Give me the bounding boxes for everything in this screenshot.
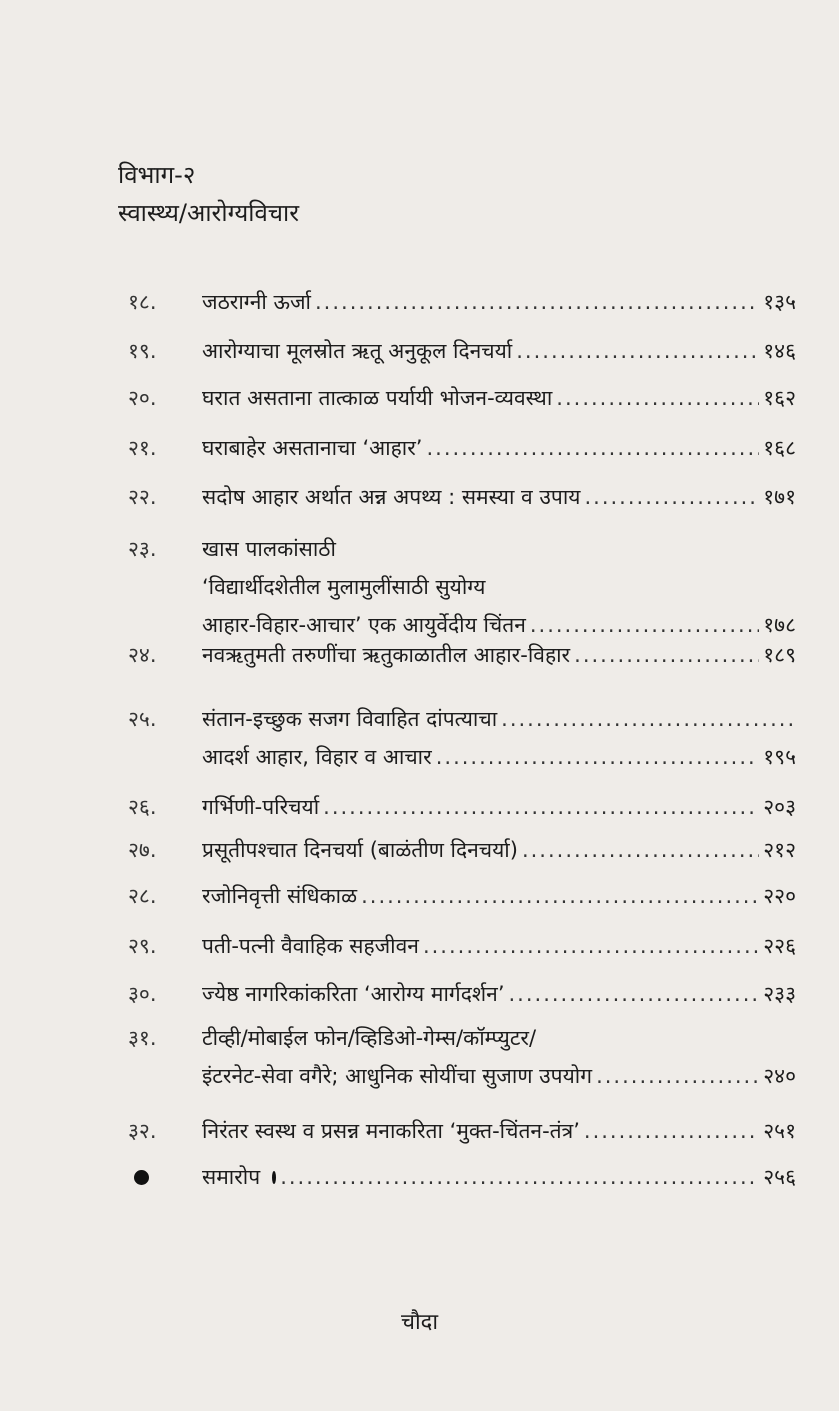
entry-line bbox=[202, 1059, 796, 1093]
entry-number: २९. bbox=[128, 934, 157, 958]
entry-title: ‘विद्यार्थीदशेतील मुलामुलींसाठी सुयोग्य bbox=[202, 575, 486, 599]
entry-number: २६. bbox=[128, 795, 157, 819]
toc-entry[interactable] bbox=[128, 431, 796, 469]
toc-entry[interactable] bbox=[128, 532, 796, 646]
leader-dots bbox=[361, 879, 759, 913]
leader-dots bbox=[315, 285, 759, 319]
entry-line bbox=[202, 334, 796, 368]
entry-title: ज्येष्ठ नागरिकांकरिता ‘आरोग्य मार्गदर्शन’ bbox=[202, 982, 505, 1006]
page-number: चौदा bbox=[400, 1310, 439, 1335]
entry-number: २०. bbox=[128, 386, 157, 410]
entry-line bbox=[202, 1021, 796, 1055]
entry-page-number: २३३ bbox=[763, 982, 796, 1006]
entry-number: २५. bbox=[128, 707, 157, 731]
entry-title: आहार-विहार-आचार’ एक आयुर्वेदीय चिंतन bbox=[202, 613, 526, 637]
section-label: विभाग-२ bbox=[118, 161, 196, 189]
entry-title: सदोष आहार अर्थात अन्न अपथ्य : समस्या व उपाय bbox=[202, 485, 581, 509]
bullet-icon bbox=[134, 1170, 149, 1185]
entry-title: जठराग्नी ऊर्जा bbox=[202, 290, 311, 314]
entry-page-number: २१२ bbox=[763, 838, 796, 862]
leader-dots bbox=[509, 977, 760, 1011]
toc-entry[interactable] bbox=[128, 879, 796, 917]
toc-entry[interactable] bbox=[128, 790, 796, 828]
leader-dots bbox=[280, 1160, 759, 1194]
toc-entry[interactable] bbox=[128, 381, 796, 419]
toc-entry[interactable] bbox=[128, 977, 796, 1015]
entry-line bbox=[202, 608, 796, 642]
entry-number: २७. bbox=[128, 838, 157, 862]
entry-title: आदर्श आहार, विहार व आचार bbox=[202, 745, 432, 769]
toc-entry[interactable] bbox=[128, 480, 796, 518]
entry-page-number: २४० bbox=[763, 1064, 796, 1088]
entry-page-number: २२६ bbox=[763, 934, 796, 958]
entry-line bbox=[202, 929, 796, 963]
entry-line bbox=[202, 879, 796, 913]
entry-page-number: १८९ bbox=[763, 643, 796, 667]
leader-dots bbox=[596, 1059, 759, 1093]
entry-title: प्रसूतीपश्चात दिनचर्या (बाळंतीण दिनचर्या) bbox=[202, 838, 518, 862]
entry-title: घराबाहेर असतानाचा ‘आहार’ bbox=[202, 436, 423, 460]
entry-number: ३२. bbox=[128, 1119, 157, 1143]
toc-entry[interactable] bbox=[128, 334, 796, 372]
leader-dots bbox=[530, 608, 759, 642]
entry-page-number: १६२ bbox=[763, 386, 796, 410]
entry-line bbox=[202, 977, 796, 1011]
toc-entry[interactable] bbox=[128, 1021, 796, 1097]
leader-dots bbox=[501, 702, 792, 736]
entry-page-number: १६८ bbox=[763, 436, 796, 460]
entry-number: ३१. bbox=[128, 1026, 157, 1050]
leader-dots bbox=[584, 480, 759, 514]
entry-number: २८. bbox=[128, 884, 157, 908]
entry-number: १८. bbox=[128, 290, 157, 314]
entry-title: संतान-इच्छुक सजग विवाहित दांपत्याचा bbox=[202, 707, 498, 731]
entry-number: २४. bbox=[128, 643, 157, 667]
entry-line bbox=[202, 480, 796, 514]
entry-title: घरात असताना तात्काळ पर्यायी भोजन-व्यवस्था bbox=[202, 386, 553, 410]
entry-title: टीव्ही/मोबाईल फोन/व्हिडिओ-गेम्स/कॉम्प्युटर/ bbox=[202, 1026, 537, 1050]
entry-page-number: २०३ bbox=[763, 795, 796, 819]
entry-line bbox=[202, 740, 796, 774]
toc-entry[interactable] bbox=[128, 1160, 796, 1198]
toc-entry[interactable] bbox=[128, 285, 796, 323]
leader-dots bbox=[522, 833, 759, 867]
leader-dots bbox=[436, 740, 760, 774]
entry-line bbox=[202, 702, 796, 736]
entry-line bbox=[202, 532, 796, 566]
entry-page-number: १३५ bbox=[763, 290, 796, 314]
entry-title: समारोप bbox=[202, 1165, 261, 1189]
entry-line bbox=[202, 833, 796, 867]
entry-title: इंटरनेट-सेवा वगैरे; आधुनिक सोयींचा सुजाण उपयोग bbox=[202, 1064, 593, 1088]
entry-line bbox=[202, 1160, 796, 1194]
entry-line bbox=[202, 790, 796, 824]
toc-entry[interactable] bbox=[128, 638, 796, 676]
entry-title: गर्भिणी-परिचर्या bbox=[202, 795, 320, 819]
leader-dots bbox=[584, 1114, 759, 1148]
entry-number: २३. bbox=[128, 537, 157, 561]
entry-title: आरोग्याचा मूलस्रोत ऋतू अनुकूल दिनचर्या bbox=[202, 339, 513, 363]
entry-page-number: २५१ bbox=[763, 1119, 796, 1143]
entry-number: ३०. bbox=[128, 982, 157, 1006]
leader-dots bbox=[423, 929, 759, 963]
leader-dots bbox=[574, 638, 759, 672]
entry-line bbox=[202, 431, 796, 465]
bullet-icon bbox=[272, 1171, 276, 1184]
entry-page-number: २२० bbox=[763, 884, 796, 908]
entry-title: खास पालकांसाठी bbox=[202, 537, 336, 561]
leader-dots bbox=[426, 431, 759, 465]
toc-entry[interactable] bbox=[128, 833, 796, 871]
entry-number: २१. bbox=[128, 436, 157, 460]
entry-number: १९. bbox=[128, 339, 157, 363]
entry-title: रजोनिवृत्ती संधिकाळ bbox=[202, 884, 358, 908]
leader-dots bbox=[556, 381, 759, 415]
entry-page-number: १९५ bbox=[763, 745, 796, 769]
entry-title: निरंतर स्वस्थ व प्रसन्न मनाकरिता ‘मुक्त-चिंतन-तंत्र’ bbox=[202, 1119, 580, 1143]
entry-page-number: २५६ bbox=[763, 1165, 796, 1189]
leader-dots bbox=[516, 334, 759, 368]
entry-number: २२. bbox=[128, 485, 157, 509]
entry-line bbox=[202, 638, 796, 672]
toc-entry[interactable] bbox=[128, 929, 796, 967]
entry-page-number: १७८ bbox=[763, 613, 796, 637]
entry-page-number: १४६ bbox=[763, 339, 796, 363]
toc-entry[interactable] bbox=[128, 702, 796, 778]
entry-line bbox=[202, 1114, 796, 1148]
entry-line bbox=[202, 285, 796, 319]
leader-dots bbox=[323, 790, 759, 824]
entry-page-number: १७१ bbox=[763, 485, 796, 509]
entry-line bbox=[202, 570, 796, 604]
entry-title: पती-पत्नी वैवाहिक सहजीवन bbox=[202, 934, 419, 958]
entry-title: नवऋतुमती तरुणींचा ऋतुकाळातील आहार-विहार bbox=[202, 643, 571, 667]
entry-line bbox=[202, 381, 796, 415]
section-title: स्वास्थ्य/आरोग्यविचार bbox=[118, 199, 300, 227]
toc-entry[interactable] bbox=[128, 1114, 796, 1152]
